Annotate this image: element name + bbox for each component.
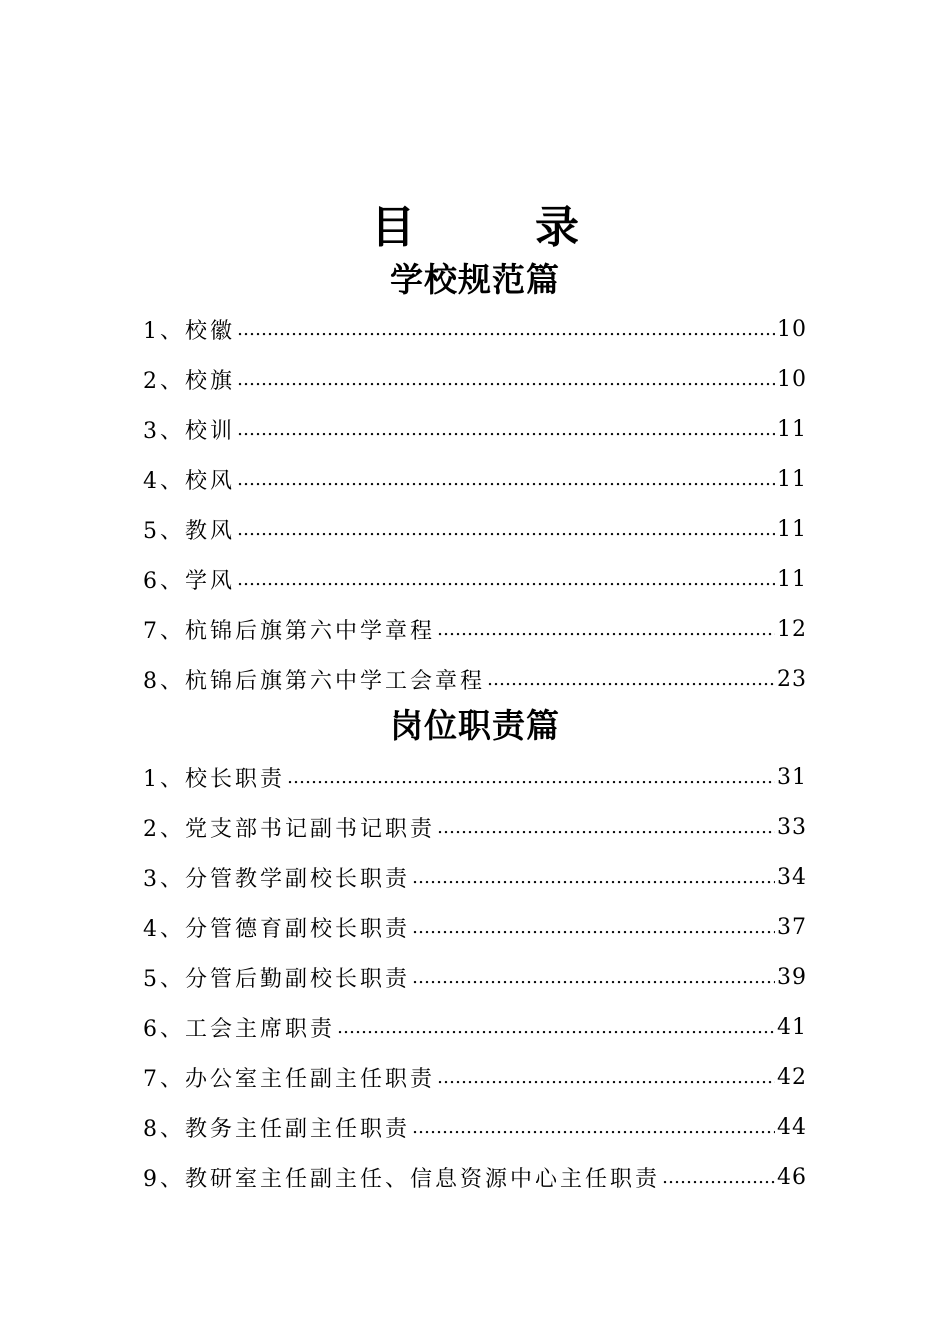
toc-title-part1: 目 — [371, 202, 415, 253]
toc-item-label: 教研室主任副主任、信息资源中心主任职责 — [185, 1166, 661, 1192]
toc-leader-dots — [412, 917, 775, 938]
toc-item-label: 工会主席职责 — [185, 1016, 336, 1042]
toc-item-label: 校徽 — [185, 318, 236, 344]
toc-leader-dots — [237, 469, 775, 490]
toc-item-label: 校旗 — [185, 368, 236, 394]
toc-title-part2: 录 — [535, 202, 579, 253]
toc-item-page: 11 — [777, 466, 807, 492]
toc-leader-dots — [237, 519, 775, 540]
toc-item-number: 9、 — [143, 1166, 185, 1192]
section-heading-standards: 学校规范篇 — [390, 260, 560, 299]
toc-item-page: 46 — [777, 1164, 807, 1190]
toc-item[interactable] — [143, 304, 807, 354]
toc-item-page: 23 — [777, 666, 807, 692]
toc-leader-dots — [337, 1017, 775, 1038]
toc-leader-dots — [662, 1167, 775, 1188]
toc-item-label: 党支部书记副书记职责 — [185, 816, 436, 842]
toc-item-number: 6、 — [143, 1016, 185, 1042]
toc-leader-dots — [487, 669, 775, 690]
toc-item[interactable] — [143, 454, 807, 504]
toc-item[interactable] — [143, 1102, 807, 1152]
toc-title — [0, 200, 950, 256]
toc-item-label: 分管德育副校长职责 — [185, 916, 411, 942]
toc-item-page: 11 — [777, 416, 807, 442]
toc-item[interactable] — [143, 1052, 807, 1102]
toc-item-number: 5、 — [143, 966, 185, 992]
toc-item-label: 教风 — [185, 518, 236, 544]
toc-item-number: 2、 — [143, 368, 185, 394]
toc-item-page: 31 — [777, 764, 807, 790]
toc-item-page: 10 — [777, 366, 807, 392]
toc-item[interactable] — [143, 1002, 807, 1052]
toc-leader-dots — [437, 817, 775, 838]
toc-item-number: 6、 — [143, 568, 185, 594]
toc-item-number: 4、 — [143, 916, 185, 942]
toc-leader-dots — [437, 1067, 775, 1088]
toc-item-label: 校风 — [185, 468, 236, 494]
toc-item-page: 10 — [777, 316, 807, 342]
toc-item-label: 校长职责 — [185, 766, 286, 792]
toc-item-label: 分管教学副校长职责 — [185, 866, 411, 892]
toc-leader-dots — [287, 767, 775, 788]
toc-item-label: 校训 — [185, 418, 236, 444]
toc-item-page: 42 — [777, 1064, 807, 1090]
toc-item[interactable] — [143, 354, 807, 404]
toc-item[interactable] — [143, 504, 807, 554]
toc-item-number: 7、 — [143, 618, 185, 644]
toc-item[interactable] — [143, 952, 807, 1002]
toc-item-page: 11 — [777, 516, 807, 542]
toc-leader-dots — [237, 319, 775, 340]
toc-item[interactable] — [143, 802, 807, 852]
toc-item-number: 2、 — [143, 816, 185, 842]
toc-item-label: 办公室主任副主任职责 — [185, 1066, 436, 1092]
toc-item[interactable] — [143, 752, 807, 802]
section-heading-duties: 岗位职责篇 — [390, 706, 560, 745]
toc-item-number: 5、 — [143, 518, 185, 544]
toc-leader-dots — [237, 419, 775, 440]
toc-item-number: 7、 — [143, 1066, 185, 1092]
toc-leader-dots — [437, 619, 775, 640]
toc-list-duties — [143, 752, 807, 1202]
toc-leader-dots — [237, 569, 775, 590]
toc-item[interactable] — [143, 654, 807, 704]
toc-leader-dots — [412, 1117, 775, 1138]
toc-leader-dots — [412, 867, 775, 888]
toc-item-page: 33 — [777, 814, 807, 840]
toc-item[interactable] — [143, 1152, 807, 1202]
toc-item-label: 分管后勤副校长职责 — [185, 966, 411, 992]
toc-item-label: 教务主任副主任职责 — [185, 1116, 411, 1142]
toc-item-label: 杭锦后旗第六中学工会章程 — [185, 668, 486, 694]
toc-item[interactable] — [143, 604, 807, 654]
toc-item-number: 8、 — [143, 1116, 185, 1142]
toc-item-number: 1、 — [143, 766, 185, 792]
toc-leader-dots — [412, 967, 775, 988]
toc-item-number: 3、 — [143, 418, 185, 444]
toc-item-number: 3、 — [143, 866, 185, 892]
toc-item-number: 1、 — [143, 318, 185, 344]
toc-item-label: 杭锦后旗第六中学章程 — [185, 618, 436, 644]
toc-item-page: 11 — [777, 566, 807, 592]
toc-item-page: 41 — [777, 1014, 807, 1040]
toc-item-label: 学风 — [185, 568, 236, 594]
toc-list-standards — [143, 304, 807, 704]
toc-item-number: 8、 — [143, 668, 185, 694]
toc-item[interactable] — [143, 554, 807, 604]
toc-item-page: 44 — [777, 1114, 807, 1140]
toc-item-page: 34 — [777, 864, 807, 890]
toc-item-number: 4、 — [143, 468, 185, 494]
toc-leader-dots — [237, 369, 775, 390]
toc-item-page: 37 — [777, 914, 807, 940]
toc-item[interactable] — [143, 404, 807, 454]
toc-item[interactable] — [143, 902, 807, 952]
toc-item-page: 39 — [777, 964, 807, 990]
toc-item[interactable] — [143, 852, 807, 902]
toc-item-page: 12 — [777, 616, 807, 642]
